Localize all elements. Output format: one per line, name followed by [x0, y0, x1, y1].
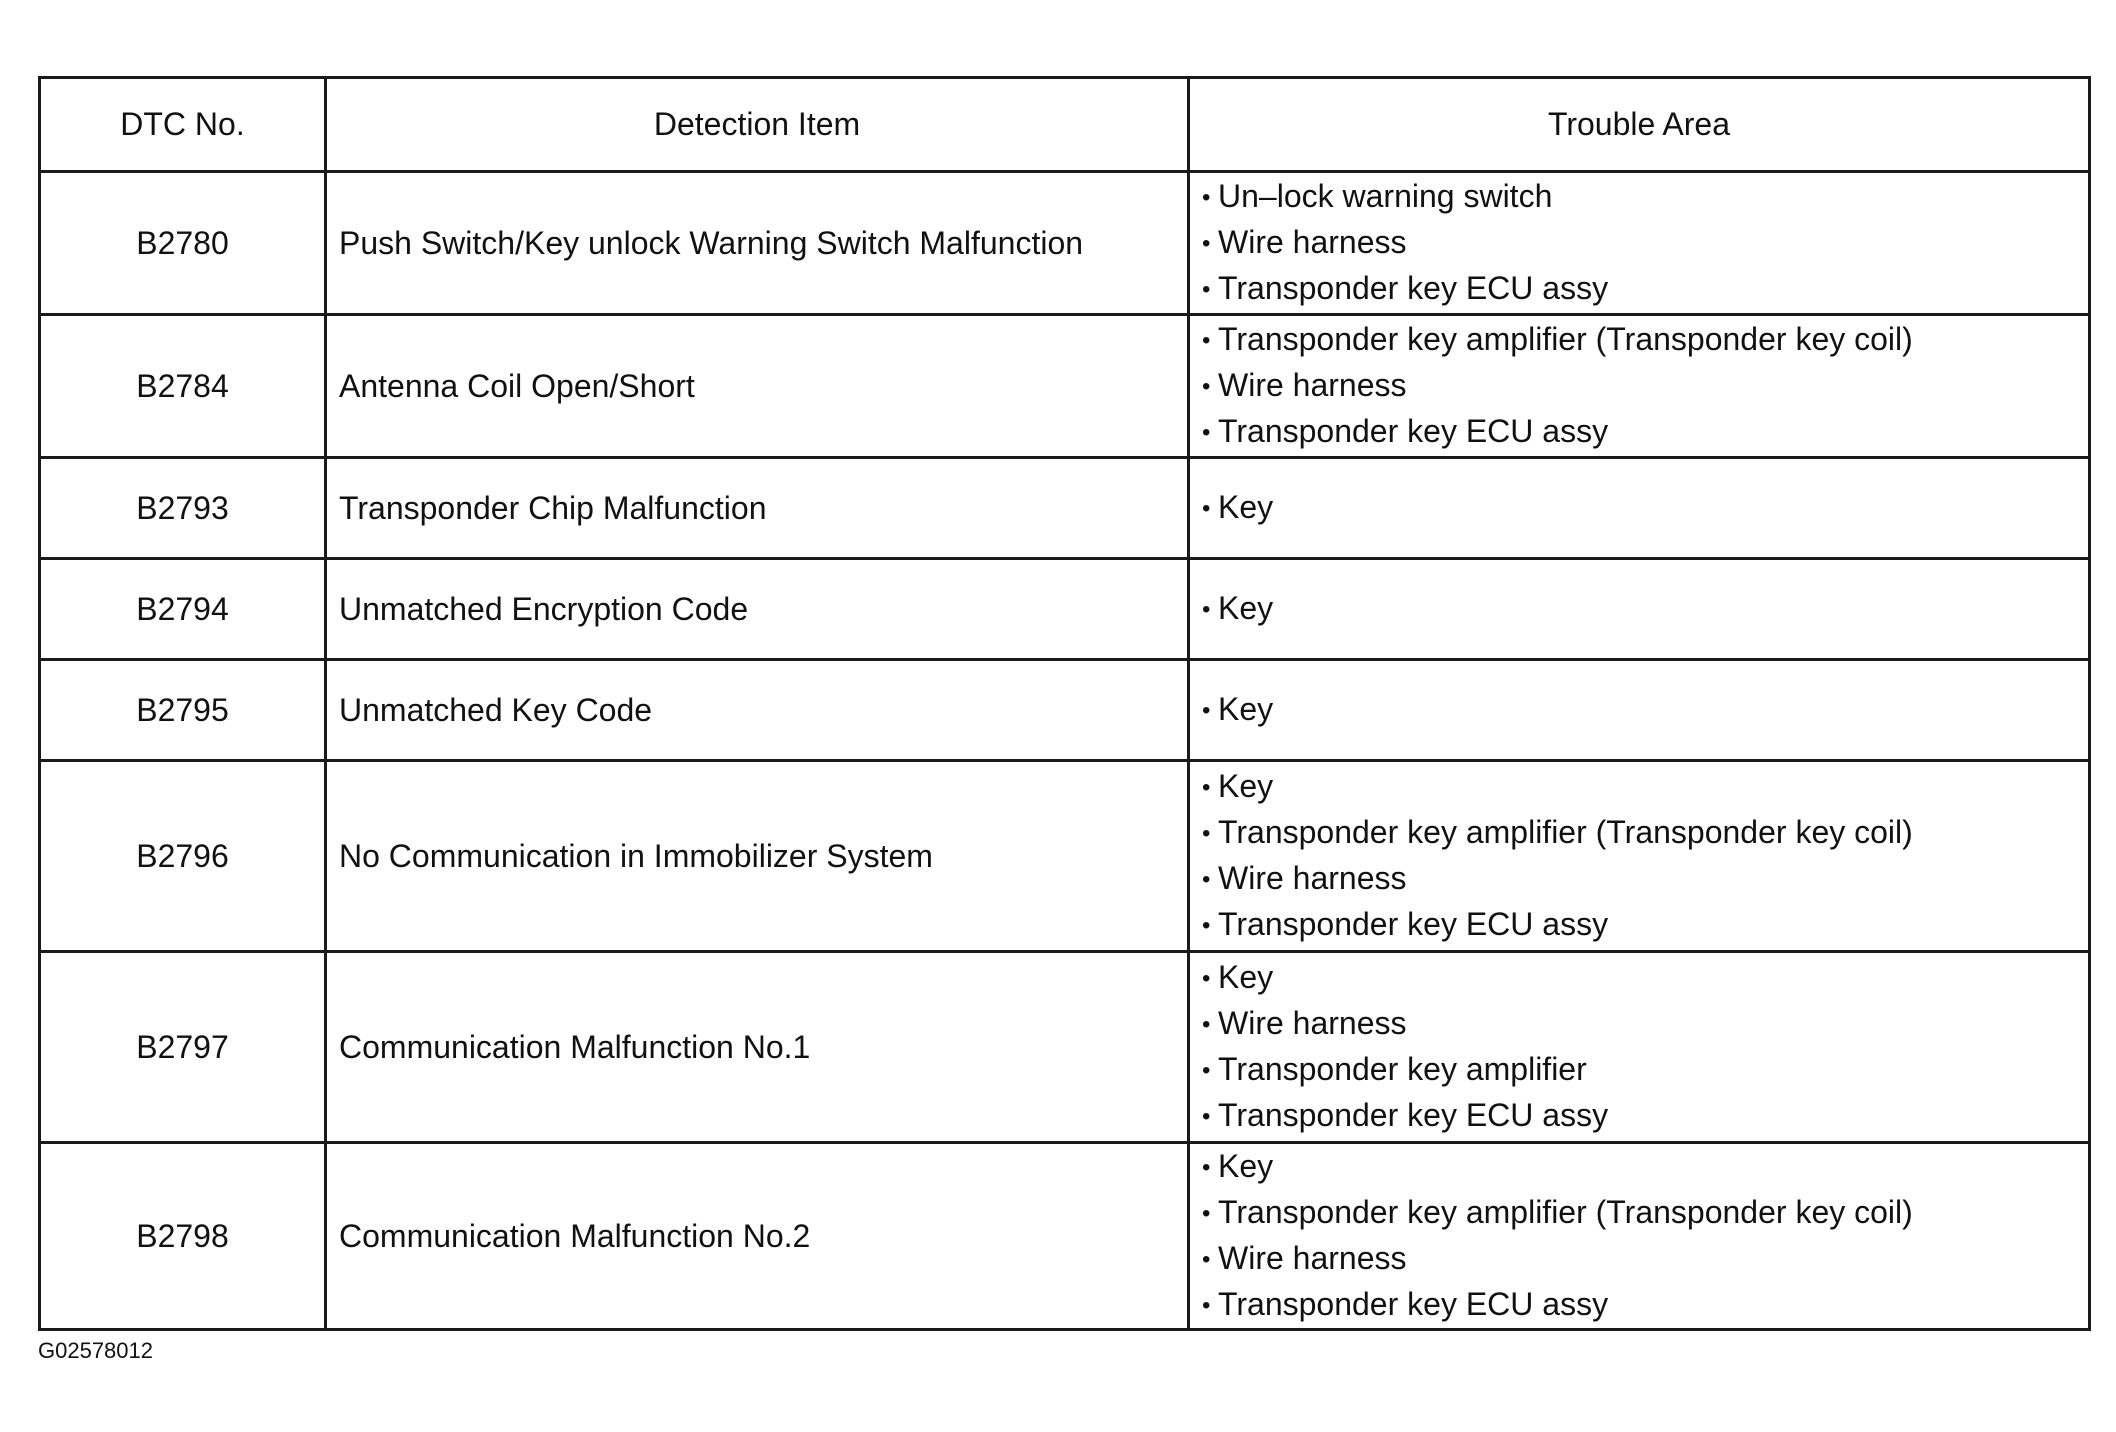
trouble-area-cell: [1189, 172, 2090, 315]
table-row: [40, 315, 2090, 458]
trouble-area-text: Key: [1218, 691, 1274, 727]
trouble-area-text: Transponder key ECU assy: [1218, 270, 1609, 306]
trouble-area-cell: [1189, 952, 2090, 1143]
bullet-icon: •: [1202, 697, 1211, 724]
trouble-area-list: [1202, 764, 2088, 948]
table-row: [40, 1143, 2090, 1330]
list-item: [1202, 856, 2088, 902]
trouble-area-text: Wire harness: [1218, 1005, 1407, 1041]
list-item: [1202, 955, 2088, 1001]
trouble-area-cell: [1189, 458, 2090, 559]
trouble-area-text: Wire harness: [1218, 224, 1407, 260]
list-item: [1202, 810, 2088, 856]
bullet-icon: •: [1202, 1200, 1211, 1227]
dtc-code-cell: B2780: [40, 172, 326, 315]
bullet-icon: •: [1202, 866, 1211, 893]
trouble-area-list: [1202, 586, 2088, 632]
bullet-icon: •: [1202, 419, 1211, 446]
trouble-area-text: Transponder key ECU assy: [1218, 906, 1609, 942]
header-trouble-area: Trouble Area: [1189, 78, 2090, 172]
list-item: [1202, 317, 2088, 363]
trouble-area-text: Wire harness: [1218, 860, 1407, 896]
bullet-icon: •: [1202, 965, 1211, 992]
trouble-area-text: Transponder key amplifier (Transponder key coil): [1218, 814, 1913, 850]
dtc-code-cell: B2794: [40, 559, 326, 660]
list-item: [1202, 485, 2088, 531]
trouble-area-text: Key: [1218, 489, 1274, 525]
list-item: [1202, 1144, 2088, 1190]
dtc-code-cell: B2798: [40, 1143, 326, 1330]
trouble-area-list: [1202, 317, 2088, 455]
trouble-area-cell: [1189, 1143, 2090, 1330]
list-item: [1202, 902, 2088, 948]
dtc-table: [38, 76, 2091, 1331]
table-row: [40, 172, 2090, 315]
list-item: [1202, 764, 2088, 810]
bullet-icon: •: [1202, 495, 1211, 522]
bullet-icon: •: [1202, 1292, 1211, 1319]
detection-item-cell: Communication Malfunction No.2: [326, 1143, 1189, 1330]
detection-item-cell: Unmatched Key Code: [326, 660, 1189, 761]
trouble-area-cell: [1189, 660, 2090, 761]
table-row: [40, 660, 2090, 761]
bullet-icon: •: [1202, 327, 1211, 354]
detection-item-cell: Push Switch/Key unlock Warning Switch Malfunction: [326, 172, 1189, 315]
bullet-icon: •: [1202, 820, 1211, 847]
list-item: [1202, 586, 2088, 632]
list-item: [1202, 220, 2088, 266]
trouble-area-text: Transponder key amplifier (Transponder key coil): [1218, 1194, 1913, 1230]
trouble-area-text: Transponder key ECU assy: [1218, 413, 1609, 449]
list-item: [1202, 409, 2088, 455]
dtc-code-cell: B2796: [40, 761, 326, 952]
detection-item-cell: Communication Malfunction No.1: [326, 952, 1189, 1143]
bullet-icon: •: [1202, 1246, 1211, 1273]
list-item: [1202, 174, 2088, 220]
list-item: [1202, 1236, 2088, 1282]
bullet-icon: •: [1202, 912, 1211, 939]
trouble-area-list: [1202, 955, 2088, 1139]
detection-item-cell: No Communication in Immobilizer System: [326, 761, 1189, 952]
trouble-area-text: Transponder key amplifier (Transponder key coil): [1218, 321, 1913, 357]
trouble-area-text: Key: [1218, 1148, 1274, 1184]
trouble-area-cell: [1189, 761, 2090, 952]
trouble-area-text: Transponder key ECU assy: [1218, 1097, 1609, 1133]
dtc-code-cell: B2797: [40, 952, 326, 1143]
bullet-icon: •: [1202, 230, 1211, 257]
bullet-icon: •: [1202, 1103, 1211, 1130]
trouble-area-text: Key: [1218, 590, 1274, 626]
trouble-area-text: Key: [1218, 959, 1274, 995]
dtc-code-cell: B2784: [40, 315, 326, 458]
table-row: [40, 761, 2090, 952]
list-item: [1202, 363, 2088, 409]
header-dtc-no: DTC No.: [40, 78, 326, 172]
trouble-area-list: [1202, 174, 2088, 312]
bullet-icon: •: [1202, 1057, 1211, 1084]
table-body: [40, 172, 2090, 1330]
bullet-icon: •: [1202, 774, 1211, 801]
list-item: [1202, 1282, 2088, 1328]
table-row: [40, 952, 2090, 1143]
figure-id: G02578012: [38, 1338, 153, 1363]
detection-item-cell: Antenna Coil Open/Short: [326, 315, 1189, 458]
dtc-code-cell: B2793: [40, 458, 326, 559]
bullet-icon: •: [1202, 1154, 1211, 1181]
dtc-code-cell: B2795: [40, 660, 326, 761]
trouble-area-list: [1202, 485, 2088, 531]
trouble-area-cell: [1189, 315, 2090, 458]
trouble-area-list: [1202, 687, 2088, 733]
trouble-area-text: Transponder key amplifier: [1218, 1051, 1587, 1087]
bullet-icon: •: [1202, 184, 1211, 211]
table-row: [40, 458, 2090, 559]
list-item: [1202, 1093, 2088, 1139]
list-item: [1202, 1190, 2088, 1236]
bullet-icon: •: [1202, 1011, 1211, 1038]
trouble-area-text: Wire harness: [1218, 1240, 1407, 1276]
bullet-icon: •: [1202, 276, 1211, 303]
table-header: [40, 78, 2090, 172]
bullet-icon: •: [1202, 373, 1211, 400]
trouble-area-text: Key: [1218, 768, 1274, 804]
trouble-area-text: Un–lock warning switch: [1218, 178, 1553, 214]
list-item: [1202, 1047, 2088, 1093]
bullet-icon: •: [1202, 596, 1211, 623]
header-detection-item: Detection Item: [326, 78, 1189, 172]
trouble-area-list: [1202, 1144, 2088, 1328]
list-item: [1202, 266, 2088, 312]
list-item: [1202, 687, 2088, 733]
trouble-area-cell: [1189, 559, 2090, 660]
table-row: [40, 559, 2090, 660]
header-row: [40, 78, 2090, 172]
list-item: [1202, 1001, 2088, 1047]
trouble-area-text: Transponder key ECU assy: [1218, 1286, 1609, 1322]
detection-item-cell: Transponder Chip Malfunction: [326, 458, 1189, 559]
trouble-area-text: Wire harness: [1218, 367, 1407, 403]
detection-item-cell: Unmatched Encryption Code: [326, 559, 1189, 660]
